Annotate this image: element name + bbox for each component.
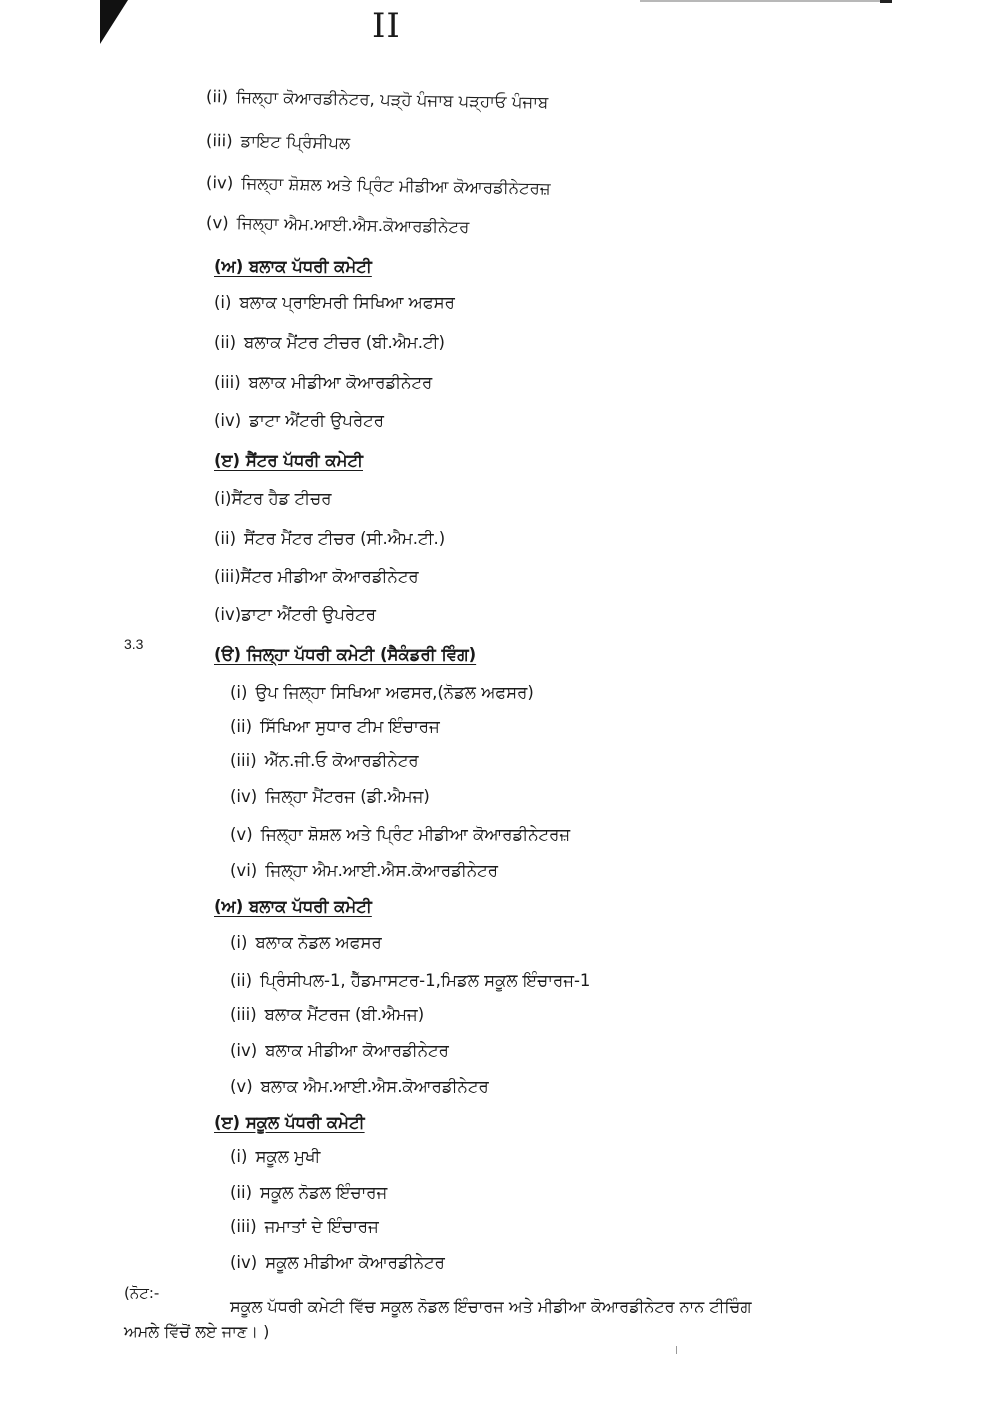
item-text: ਸੈਂਟਰ ਮੀਡੀਆ ਕੋਆਰਡੀਨੇਟਰ [240,567,419,586]
item-number: (iii) [230,1217,257,1236]
item-text: ਡਾਟਾ ਐਂਟਰੀ ਉਪਰੇਟਰ [241,605,376,624]
item-number: (i) [230,683,248,702]
list-item [230,1146,320,1168]
item-number: (iii) [214,567,241,586]
scan-edge-line [640,0,890,2]
list-item [230,824,570,846]
item-text: ਬਲਾਕ ਮੀਡੀਆ ਕੋਆਰਡੀਨੇਟਰ [248,373,433,392]
item-text: ਜਿਲ੍ਹਾ ਸ਼ੋਸ਼ਲ ਅਤੇ ਪ੍ਰਿੰਟ ਮੀਡੀਆ ਕੋਆਰਡੀਨੇਟਰਜ਼ [260,825,571,844]
list-item [214,528,445,550]
item-text: ਡਾਟਾ ਐਂਟਰੀ ਉਪਰੇਟਰ [249,411,384,430]
list-item [214,410,384,432]
item-text: ਬਲਾਕ ਐਮ.ਆਈ.ਐਸ.ਕੋਆਰਡੀਨੇਟਰ [260,1077,489,1096]
list-item [206,212,470,239]
item-text: ਸਕੂਲ ਨੋਡਲ ਇੰਚਾਰਜ [260,1183,388,1202]
section-heading: (ੲ) ਸੈਂਟਰ ਪੱਧਰੀ ਕਮੇਟੀ [214,451,363,470]
page-number: II [372,6,401,46]
item-number: (i) [214,489,232,508]
list-item [214,566,419,588]
list-item [214,372,432,394]
item-number: (iii) [230,1005,257,1024]
list-item [214,604,376,626]
scan-corner-mark [100,0,128,44]
item-number: (iv) [230,1041,258,1060]
item-number: (ii) [205,87,229,107]
item-text: ਜਿਲ੍ਹਾ ਸ਼ੋਸ਼ਲ ਅਤੇ ਪ੍ਰਿੰਟ ਮੀਡੀਆ ਕੋਆਰਡੀਨੇਟਰਜ਼ [241,173,551,199]
item-text: ਐੱਨ.ਜੀ.ਓ ਕੋਆਰਡੀਨੇਟਰ [264,751,419,770]
item-number: (iv) [214,411,242,430]
item-number: (v) [205,213,229,233]
list-item [230,1076,489,1098]
section-heading: (ੳ) ਜਿਲ੍ਹਾ ਪੱਧਰੀ ਕਮੇਟੀ (ਸੈਕੰਡਰੀ ਵਿੰਗ) [214,645,477,664]
scan-edge-mark [880,0,892,3]
item-number: (iv) [205,173,234,193]
list-item [206,130,351,155]
list-item [230,1004,424,1026]
list-item [230,750,419,772]
list-item [230,1216,379,1238]
list-item [230,1040,449,1062]
item-text: ਬਲਾਕ ਪ੍ਰਾਇਮਰੀ ਸਿਖਿਆ ਅਫਸਰ [239,293,455,312]
scan-speck [676,1346,677,1354]
item-text: ਸੈਂਟਰ ਹੈਡ ਟੀਚਰ [231,489,332,508]
item-text: ਬਲਾਕ ਨੋਡਲ ਅਫਸਰ [255,933,382,952]
list-item [230,1182,387,1204]
list-item [230,1252,445,1274]
item-text: ਜਿਲ੍ਹਾ ਐਮ.ਆਈ.ਐਸ.ਕੋਆਰਡੀਨੇਟਰ [236,213,470,237]
list-item [230,682,534,704]
section-heading: (ੲ) ਸਕੂਲ ਪੱਧਰੀ ਕਮੇਟੀ [214,1113,365,1132]
item-number: (iv) [230,787,258,806]
list-item [214,332,445,354]
item-number: (ii) [230,1183,253,1202]
item-number: (ii) [214,529,237,548]
section-heading: (ਅ) ਬਲਾਕ ਪੱਧਰੀ ਕਮੇਟੀ [214,257,372,276]
item-number: (i) [214,293,232,312]
item-text: ਬਲਾਕ ਮੀਡੀਆ ਕੋਆਰਡੀਨੇਟਰ [265,1041,449,1060]
item-number: (ii) [214,333,237,352]
item-number: (i) [230,1147,248,1166]
list-item [230,970,590,992]
note-text: ਸਕੂਲ ਪੱਧਰੀ ਕਮੇਟੀ ਵਿੱਚ ਸਕੂਲ ਨੋਡਲ ਇੰਚਾਰਜ ਅਤੇ ਮੀਡੀਆ ਕੋਆਰਡੀਨੇਟਰ ਨਾਨ ਟੀਚਿੰਗ [230,1297,752,1316]
list-item [214,292,455,314]
item-number: (iii) [205,131,233,151]
item-number: (vi) [230,861,258,880]
section-number: 3.3 [124,636,144,652]
item-number: (v) [230,825,253,844]
item-text: ਸਕੂਲ ਮੁਖੀ [255,1147,321,1166]
item-number: (iv) [214,605,242,624]
item-text: ਬਲਾਕ ਮੈਂਟਰ ਟੀਚਰ (ਬੀ.ਐਮ.ਟੀ) [244,333,445,352]
list-item [230,786,430,808]
item-text: ਸੈਂਟਰ ਮੈਂਟਰ ਟੀਚਰ (ਸੀ.ਐਮ.ਟੀ.) [244,529,446,548]
note-label: (ਨੋਟ:- [124,1284,160,1302]
list-item [230,716,440,738]
item-text: ਜਮਾਤਾਂ ਦੇ ਇੰਚਾਰਜ [264,1217,379,1236]
item-number: (iv) [230,1253,258,1272]
item-text: ਸਿੱਖਿਆ ਸੁਧਾਰ ਟੀਮ ਇੰਚਾਰਜ [260,717,440,736]
item-text: ਪ੍ਰਿੰਸੀਪਲ-1, ਹੈੱਡਮਾਸਟਰ-1,ਮਿਡਲ ਸਕੂਲ ਇੰਚਾਰਜ-1 [260,971,591,990]
item-number: (ii) [230,971,253,990]
item-text: ਜਿਲ੍ਹਾ ਐਮ.ਆਈ.ਐਸ.ਕੋਆਰਡੀਨੇਟਰ [265,861,498,880]
item-number: (iii) [214,373,241,392]
item-text: ਜਿਲ੍ਹਾ ਮੈਂਟਰਜ (ਡੀ.ਐਮਜ) [265,787,430,806]
item-text: ਜਿਲ੍ਹਾ ਕੋਆਰਡੀਨੇਟਰ, ਪੜ੍ਹੋ ਪੰਜਾਬ ਪੜ੍ਹਾਓ ਪੰਜਾਬ [235,87,549,112]
section-heading: (ਅ) ਬਲਾਕ ਪੱਧਰੀ ਕਮੇਟੀ [214,897,372,916]
list-item [206,86,549,114]
item-number: (i) [230,933,248,952]
item-number: (iii) [230,751,257,770]
item-number: (ii) [230,717,253,736]
item-text: ਡਾਇਟ ਪ੍ਰਿੰਸੀਪਲ [240,131,351,153]
note-continuation: ਅਮਲੇ ਵਿੱਚੋਂ ਲਏ ਜਾਣ। ) [124,1322,270,1341]
item-text: ਸਕੂਲ ਮੀਡੀਆ ਕੋਆਰਡੀਨੇਟਰ [265,1253,445,1272]
list-item [214,488,332,510]
item-text: ਉਪ ਜਿਲ੍ਹਾ ਸਿਖਿਆ ਅਫਸਰ,(ਨੋਡਲ ਅਫਸਰ) [255,683,534,702]
list-item [206,172,551,200]
item-number: (v) [230,1077,253,1096]
item-text: ਬਲਾਕ ਮੈਂਟਰਜ (ਬੀ.ਐਮਜ) [264,1005,425,1024]
list-item [230,932,382,954]
list-item [230,860,498,882]
